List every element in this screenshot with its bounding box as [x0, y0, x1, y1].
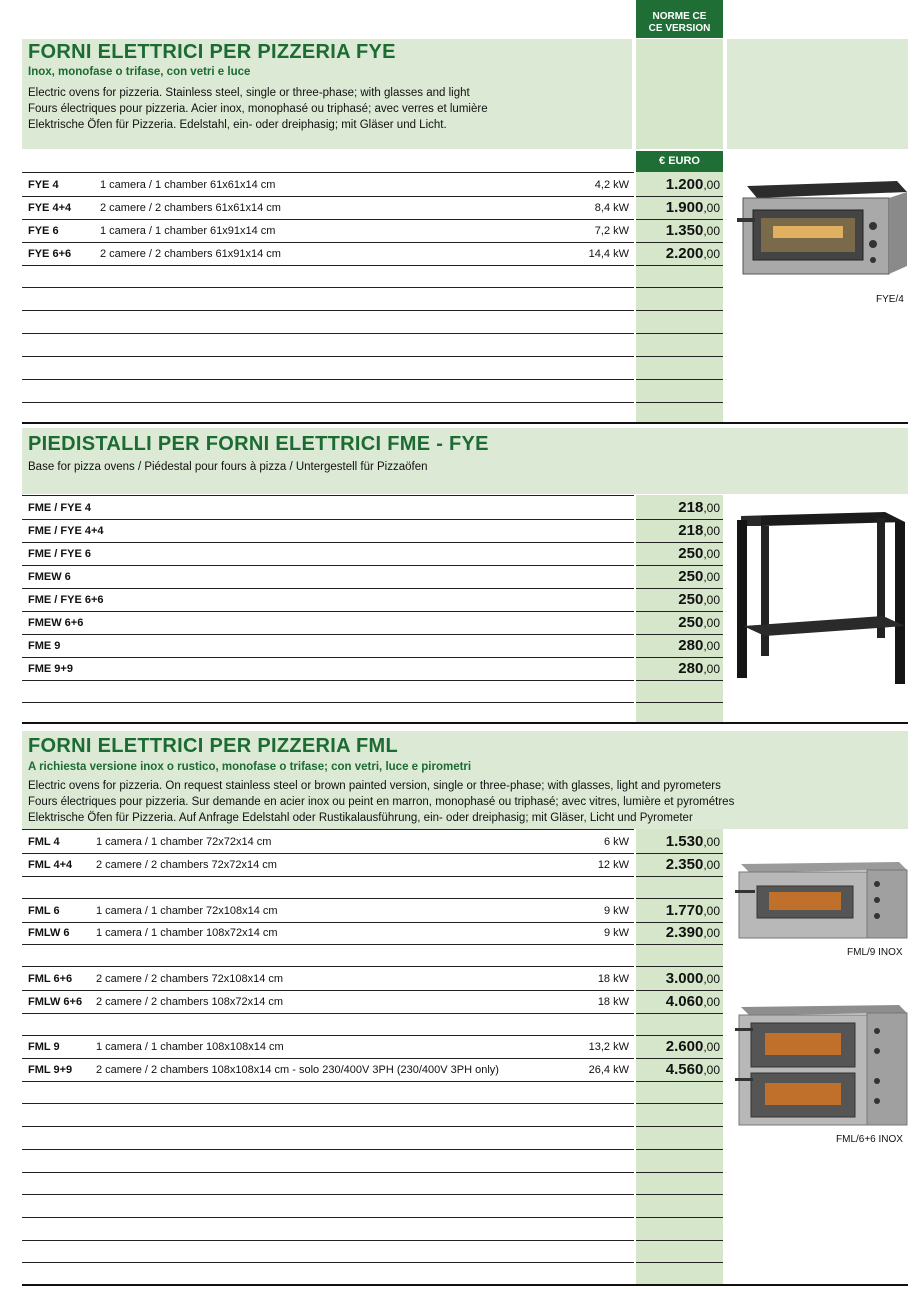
price-cents: ,00: [703, 639, 720, 653]
price-cell: [636, 496, 723, 520]
empty-row: [22, 1195, 634, 1218]
section2-title: PIEDISTALLI PER FORNI ELETTRICI FME - FYE: [28, 433, 489, 455]
fml66-caption: FML/6+6 INOX: [836, 1134, 903, 1145]
empty-price-cell: [636, 357, 723, 380]
price-cell: [636, 634, 723, 658]
price-cents: ,00: [703, 662, 720, 676]
price-cell: [636, 921, 723, 945]
product-code: FML 4+4: [28, 859, 73, 871]
pedestal-image: [735, 510, 907, 690]
table-row: [22, 496, 634, 520]
product-kw: 4,2 kW: [594, 179, 629, 191]
product-code: FMEW 6: [28, 571, 71, 583]
price-cell: [636, 830, 723, 854]
table-row: [22, 588, 634, 612]
product-code: FYE 6+6: [28, 248, 72, 260]
product-kw: 26,4 kW: [588, 1064, 629, 1076]
product-code: FME / FYE 6+6: [28, 594, 104, 606]
product-desc: 2 camere / 2 chambers 61x91x14 cm: [100, 248, 281, 260]
price: 250: [678, 545, 704, 562]
empty-row: [22, 357, 634, 380]
product-kw: 7,2 kW: [594, 225, 629, 237]
price: 250: [678, 591, 704, 608]
ce-header-box: [636, 0, 723, 38]
product-kw: 18 kW: [597, 973, 629, 985]
product-desc: 2 camere / 2 chambers 108x72x14 cm: [96, 996, 284, 1008]
price-cell: [636, 542, 723, 566]
empty-price-cell: [636, 1104, 723, 1127]
product-desc: 2 camere / 2 chambers 72x108x14 cm: [96, 973, 284, 985]
section3-desc-en: Electric ovens for pizzeria. On request stainless steel or brown painted version, single or three-phase; with glasses, light and pyrometers: [28, 780, 721, 792]
price-cell: [636, 899, 723, 923]
product-code: FYE 4: [28, 179, 59, 191]
price: 2.350: [665, 856, 704, 873]
table-row: [22, 990, 634, 1014]
price: 2.600: [665, 1038, 704, 1055]
empty-price-cell: [636, 1172, 723, 1195]
pizza-oven-fml9-image: [735, 860, 909, 942]
price-cents: ,00: [703, 904, 720, 918]
product-code: FML 4: [28, 836, 60, 848]
price: 4.560: [665, 1061, 704, 1078]
empty-row: [22, 1150, 634, 1173]
empty-price-cell: [636, 380, 723, 403]
section1-ce-band: [636, 39, 723, 149]
product-code: FMLW 6+6: [28, 996, 83, 1008]
price-cents: ,00: [703, 972, 720, 986]
price-cents: ,00: [703, 247, 720, 261]
empty-row: [22, 311, 634, 334]
section2-desc: Base for pizza ovens / Piédestal pour fours à pizza / Untergestell für Pizzaöfen: [28, 461, 428, 473]
price: 218: [678, 522, 704, 539]
price: 1.900: [665, 199, 704, 216]
price-cents: ,00: [703, 570, 720, 584]
section3-subtitle: A richiesta versione inox o rustico, monofase o trifase; con vetri, luce e pirometri: [28, 761, 472, 773]
empty-price-cell: [636, 1150, 723, 1173]
product-code: FME / FYE 4: [28, 502, 91, 514]
product-kw: 6 kW: [603, 836, 629, 848]
price: 1.530: [665, 833, 704, 850]
section3-desc-fr: Fours électriques pour pizzeria. Sur demande en acier inox ou peint en marron, monophasé ou triphasé; avec vitres, lumière et pyrométres: [28, 796, 735, 808]
empty-row: [22, 265, 634, 288]
section1-desc-fr: Fours électriques pour pizzeria. Acier inox, monophasé ou triphasé; avec verres et lumière: [28, 103, 488, 115]
empty-price-cell: [636, 288, 723, 311]
product-desc: 2 camere / 2 chambers 72x72x14 cm: [96, 859, 277, 871]
price: 4.060: [665, 993, 704, 1010]
price: 2.200: [665, 245, 704, 262]
price-cents: ,00: [703, 178, 720, 192]
euro-label: € EURO: [659, 155, 700, 167]
price-cell: [636, 196, 723, 220]
empty-price-cell: [636, 311, 723, 334]
price-cents: ,00: [703, 593, 720, 607]
price-cents: ,00: [703, 547, 720, 561]
product-code: FML 6+6: [28, 973, 73, 985]
price-cents: ,00: [703, 616, 720, 630]
price-cents: ,00: [703, 1063, 720, 1077]
empty-price-cell: [636, 876, 723, 899]
section3-title: FORNI ELETTRICI PER PIZZERIA FML: [28, 735, 398, 757]
price-cell: [636, 611, 723, 635]
pizza-oven-fml66-image: [735, 1003, 909, 1128]
price-cell: [636, 657, 723, 681]
price-cell: [636, 1035, 723, 1059]
price-cell: [636, 967, 723, 991]
price: 1.350: [665, 222, 704, 239]
empty-row: [22, 1127, 634, 1150]
product-code: FMEW 6+6: [28, 617, 84, 629]
ce-version-label: CE VERSION: [648, 23, 711, 34]
price: 250: [678, 568, 704, 585]
table-row: [22, 634, 634, 658]
table-row: [22, 611, 634, 635]
table-row: [22, 967, 634, 991]
section2-separator: [22, 722, 908, 724]
pizza-oven-fye4-image: [737, 178, 909, 278]
product-kw: 9 kW: [603, 905, 629, 917]
price-cents: ,00: [703, 1040, 720, 1054]
table-row: [22, 173, 634, 197]
price-cents: ,00: [703, 926, 720, 940]
product-code: FME / FYE 4+4: [28, 525, 104, 537]
price-cell: [636, 173, 723, 197]
price-cell: [636, 588, 723, 612]
table-row: [22, 657, 634, 681]
table-row: [22, 921, 634, 945]
product-kw: 12 kW: [597, 859, 629, 871]
table-row: [22, 542, 634, 566]
price-cell: [636, 519, 723, 543]
table-row: [22, 1058, 634, 1082]
empty-row: [22, 680, 634, 703]
section1-separator: [22, 422, 908, 424]
product-desc: 1 camera / 1 chamber 61x91x14 cm: [100, 225, 276, 237]
product-kw: 13,2 kW: [588, 1041, 629, 1053]
price-cents: ,00: [703, 524, 720, 538]
empty-row: [22, 380, 634, 403]
price-cell: [636, 242, 723, 266]
price-cell: [636, 219, 723, 243]
empty-price-cell: [636, 1218, 723, 1241]
empty-price-cell: [636, 334, 723, 357]
price-cents: ,00: [703, 501, 720, 515]
product-desc: 1 camera / 1 chamber 72x72x14 cm: [96, 836, 272, 848]
product-desc: 1 camera / 1 chamber 108x72x14 cm: [96, 927, 278, 939]
price: 1.200: [665, 176, 704, 193]
empty-price-cell: [636, 265, 723, 288]
table-row: [22, 830, 634, 854]
price: 280: [678, 637, 704, 654]
section1-image-band: [727, 39, 908, 149]
product-desc: 2 camere / 2 chambers 108x108x14 cm - solo 230/400V 3PH (230/400V 3PH only): [96, 1064, 499, 1076]
product-kw: 9 kW: [603, 927, 629, 939]
product-code: FYE 4+4: [28, 202, 72, 214]
price-cell: [636, 990, 723, 1014]
price-cents: ,00: [703, 835, 720, 849]
product-code: FME 9: [28, 640, 61, 652]
table-row: [22, 196, 634, 220]
price-cents: ,00: [703, 858, 720, 872]
empty-price-cell: [636, 1195, 723, 1218]
empty-row: [22, 334, 634, 357]
section1-subtitle: Inox, monofase o trifase, con vetri e luce: [28, 66, 251, 78]
empty-price-cell: [636, 1127, 723, 1150]
empty-row: [22, 1081, 634, 1104]
table-row: [22, 519, 634, 543]
empty-row: [22, 1013, 634, 1036]
price: 250: [678, 614, 704, 631]
section1-desc-de: Elektrische Öfen für Pizzeria. Edelstahl, ein- oder dreiphasig; mit Gläser und Licht.: [28, 119, 447, 131]
table-row: [22, 899, 634, 923]
table-row: [22, 219, 634, 243]
product-code: FML 6: [28, 905, 60, 917]
product-desc: 1 camera / 1 chamber 61x61x14 cm: [100, 179, 276, 191]
empty-price-cell: [636, 1013, 723, 1036]
product-code: FYE 6: [28, 225, 59, 237]
table-row: [22, 565, 634, 589]
price: 1.770: [665, 902, 704, 919]
table-row: [22, 1035, 634, 1059]
empty-row: [22, 876, 634, 899]
empty-row: [22, 288, 634, 311]
product-code: FMLW 6: [28, 927, 70, 939]
empty-price-cell: [636, 1240, 723, 1263]
table-row: [22, 242, 634, 266]
price-cents: ,00: [703, 995, 720, 1009]
price: 218: [678, 499, 704, 516]
empty-row: [22, 1240, 634, 1263]
product-kw: 18 kW: [597, 996, 629, 1008]
price: 280: [678, 660, 704, 677]
product-code: FML 9: [28, 1041, 60, 1053]
norme-ce-label: NORME CE: [652, 11, 707, 22]
product-kw: 8,4 kW: [594, 202, 629, 214]
product-desc: 2 camere / 2 chambers 61x61x14 cm: [100, 202, 281, 214]
price-cell: [636, 1058, 723, 1082]
fye4-caption: FYE/4: [876, 294, 904, 305]
section1-title: FORNI ELETTRICI PER PIZZERIA FYE: [28, 41, 396, 63]
price-cell: [636, 853, 723, 877]
section1-desc-en: Electric ovens for pizzeria. Stainless steel, single or three-phase; with glasses and light: [28, 87, 470, 99]
price-cents: ,00: [703, 201, 720, 215]
section3-separator: [22, 1284, 908, 1286]
euro-header: [636, 151, 723, 172]
product-kw: 14,4 kW: [588, 248, 629, 260]
empty-price-cell: [636, 680, 723, 703]
product-code: FME / FYE 6: [28, 548, 91, 560]
empty-row: [22, 1218, 634, 1241]
empty-row: [22, 1172, 634, 1195]
product-desc: 1 camera / 1 chamber 72x108x14 cm: [96, 905, 278, 917]
empty-row: [22, 944, 634, 967]
empty-row: [22, 1104, 634, 1127]
fml9-caption: FML/9 INOX: [847, 947, 903, 958]
empty-price-cell: [636, 944, 723, 967]
price-cell: [636, 565, 723, 589]
product-code: FME 9+9: [28, 663, 73, 675]
price: 3.000: [665, 970, 704, 987]
price-cents: ,00: [703, 224, 720, 238]
price: 2.390: [665, 924, 704, 941]
section3-desc-de: Elektrische Öfen für Pizzeria. Auf Anfrage Edelstahl oder Rustikalausführung, ein- oder dreiphasig; mit Gläser, Licht und Pyrometer: [28, 812, 693, 824]
product-desc: 1 camera / 1 chamber 108x108x14 cm: [96, 1041, 284, 1053]
product-code: FML 9+9: [28, 1064, 73, 1076]
empty-price-cell: [636, 1081, 723, 1104]
table-row: [22, 853, 634, 877]
